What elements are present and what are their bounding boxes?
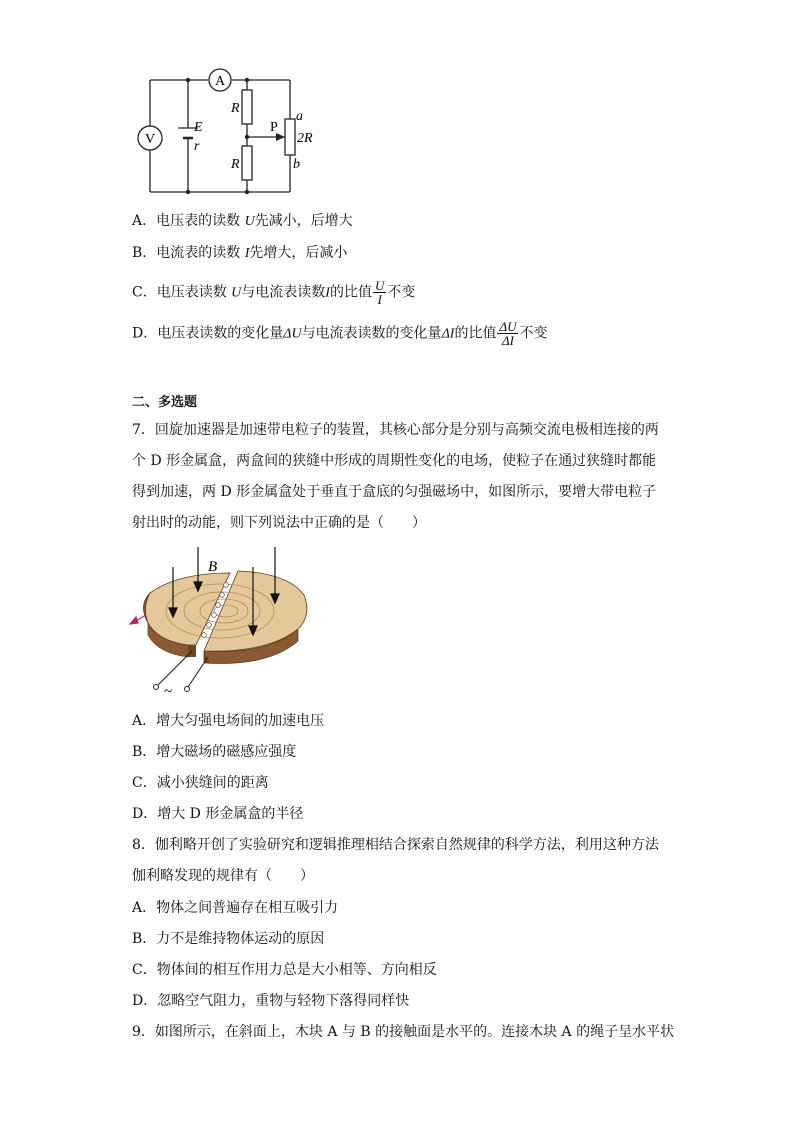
ammeter-label: A (214, 74, 226, 89)
internal-resistance-label: r (194, 139, 200, 154)
end-a-label: a (296, 109, 303, 124)
resistor-top (242, 90, 252, 124)
section-title-multi-choice: 二、多选题 (132, 395, 198, 410)
slider-label: P (270, 120, 278, 135)
q7-option-a: A．增大匀强电场间的加速电压 (132, 713, 325, 729)
q8-option-a: A．物体之间普遍存在相互吸引力 (132, 900, 339, 916)
cyclotron-figure (118, 545, 318, 697)
voltmeter-label: V (144, 132, 156, 147)
q7-option-c: C．减小狭缝间的距离 (132, 775, 269, 791)
emf-label: E (194, 120, 203, 135)
resistor-bottom (242, 146, 252, 180)
q7-stem-line-2: 个 D 形金属盒，两盒间的狭缝中形成的周期性变化的电场，使粒子在通过狭缝时都能 (132, 453, 657, 469)
q9-stem-line-1: 9．如图所示，在斜面上，木块 A 与 B 的接触面是水平的。连接木块 A 的绳子呈水平状 (132, 1024, 675, 1040)
q8-option-d: D．忽略空气阻力，重物与轻物下落得同样快 (132, 993, 410, 1009)
q7-stem-line-1: 7．回旋加速器是加速带电粒子的装置，其核心部分是分别与高频交流电极相连接的两 (132, 422, 659, 438)
q8-option-b: B．力不是维持物体运动的原因 (132, 931, 325, 947)
q6-option-b: B．电流表的读数 I先增大，后减小 (132, 245, 348, 261)
q8-stem-line-1: 8．伽利略开创了实验研究和逻辑推理相结合探索自然规律的科学方法，利用这种方法 (132, 837, 659, 853)
ac-source-symbol: ~ (164, 684, 173, 697)
q6-option-a: A．电压表的读数 U先减小，后增大 (132, 213, 353, 229)
q7-option-d: D．增大 D 形金属盒的半径 (132, 806, 304, 822)
q8-stem-line-2: 伽利略发现的规律有（ ） (132, 868, 314, 884)
magnetic-field-label: B (208, 559, 218, 575)
q6-option-d: D．电压表读数的变化量ΔU与电流表读数的变化量ΔI的比值 $\frac{\Delta U}{\Delta I}$ 不变 (132, 319, 548, 348)
q6-option-c: C．电压表读数 U与电流表读数I的比值 $\frac{U}{I}$ 不变 (132, 278, 416, 307)
q8-option-c: C．物体间的相互作用力总是大小相等、方向相反 (132, 962, 437, 978)
resistor-bottom-label: R (231, 157, 240, 172)
fraction-du-over-di: $\frac{\Delta U}{\Delta I}$ (499, 319, 517, 348)
resistor-top-label: R (231, 101, 240, 116)
q7-stem-line-4: 射出时的动能，则下列说法中正确的是（ ） (132, 515, 426, 531)
end-b-label: b (293, 157, 300, 172)
circuit-diagram (130, 64, 330, 200)
q7-option-b: B．增大磁场的磁感应强度 (132, 744, 297, 760)
q7-stem-line-3: 得到加速，两 D 形金属盒处于垂直于盒底的匀强磁场中，如图所示，要增大带电粒子 (132, 484, 657, 500)
rheostat-label: 2R (297, 131, 313, 146)
fraction-u-over-i: $\frac{U}{I}$ (374, 278, 385, 307)
rheostat (285, 119, 295, 155)
